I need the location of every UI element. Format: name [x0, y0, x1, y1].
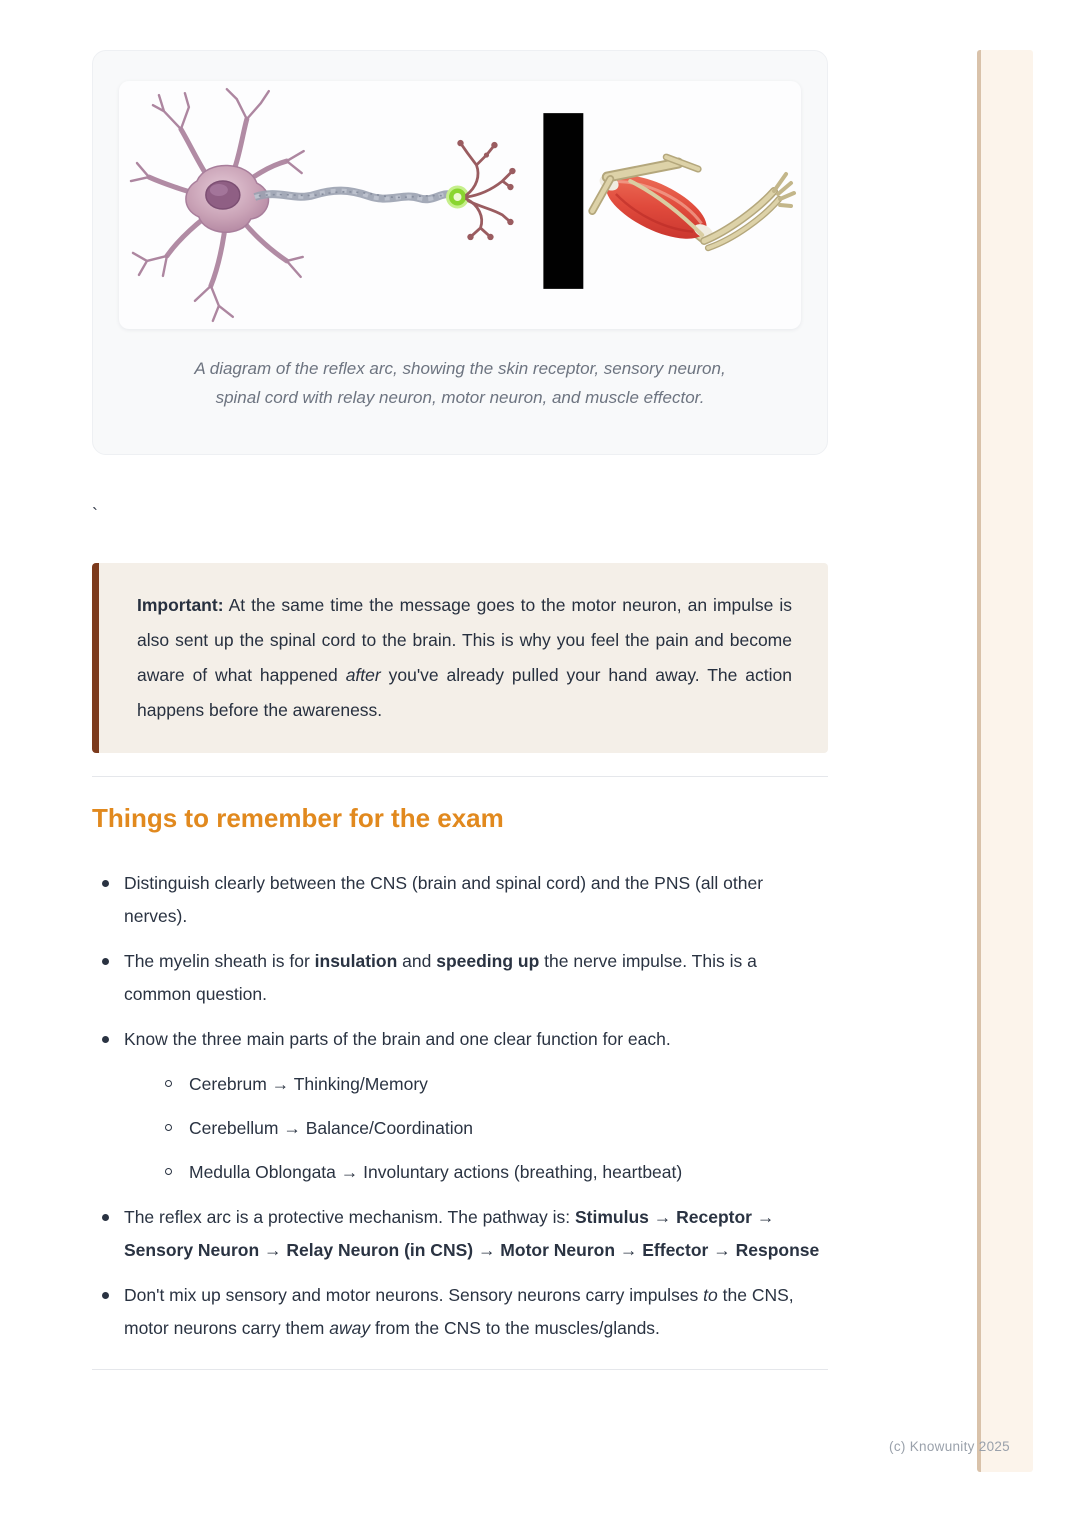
sub-list-item [157, 1068, 828, 1101]
figure-card [92, 50, 828, 455]
sub-list-item [157, 1156, 828, 1189]
divider-bottom [92, 1369, 828, 1370]
list-item [92, 945, 828, 1011]
sub-bullet-marker-icon [165, 1124, 172, 1131]
sub-bullet-marker-icon [165, 1168, 172, 1175]
copyright-text: (c) Knowunity 2025 [889, 1439, 1010, 1454]
list-item [92, 1279, 828, 1345]
figure-caption-line: spinal cord with relay neuron, motor neuron, and muscle effector. [215, 388, 705, 407]
list-item-text: Know the three main parts of the brain and one clear function for each. [124, 1029, 671, 1049]
important-callout [92, 563, 828, 753]
bullet-marker-icon [102, 880, 109, 887]
exam-tips-list [92, 867, 828, 1345]
list-item [92, 1023, 828, 1189]
list-item-text: Don't mix up sensory and motor neurons. Sensory neurons carry impulses to the CNS, motor neurons carry them away from the CNS to the muscles/glands. [124, 1285, 794, 1338]
list-item [92, 1201, 828, 1267]
bullet-marker-icon [102, 1214, 109, 1221]
content-column [92, 0, 828, 1370]
myelin-sheath [255, 191, 453, 200]
divider-top [92, 776, 828, 777]
figure-caption [119, 354, 801, 412]
bullet-marker-icon [102, 1036, 109, 1043]
reflex-arc-illustration [119, 81, 801, 329]
callout-text: Important: At the same time the message goes to the motor neuron, an impulse is also sent up the spinal cord to the brain. This is why you feel the pain and become aware of what happened after you've already pulled your hand away. The action happens before the awareness. [137, 595, 792, 720]
sub-list-item-text: Medulla Oblongata → Involuntary actions (breathing, heartbeat) [189, 1162, 683, 1182]
brain-parts-sublist [157, 1068, 828, 1189]
list-item-text: The myelin sheath is for insulation and speeding up the nerve impulse. This is a common question. [124, 951, 757, 1004]
sub-list-item [157, 1112, 828, 1145]
list-item-text: Distinguish clearly between the CNS (brain and spinal cord) and the PNS (all other nerves). [124, 873, 764, 926]
sensory-neuron [131, 89, 304, 321]
section-heading: Things to remember for the exam [92, 803, 504, 833]
bullet-marker-icon [102, 1292, 109, 1299]
sub-bullet-marker-icon [165, 1080, 172, 1087]
list-item-text: The reflex arc is a protective mechanism. The pathway is: Stimulus → Receptor → Sensory Neuron → Relay Neuron (in CNS) → Motor Neuron → Effector → Response [124, 1207, 820, 1260]
arm-muscle-effector [590, 157, 794, 255]
sub-list-item-text: Cerebrum → Thinking/Memory [189, 1074, 428, 1094]
stray-backtick-text: ` [92, 505, 98, 525]
list-item [92, 867, 828, 933]
page-edge-strip [977, 50, 1033, 1472]
figure-caption-line: A diagram of the reflex arc, showing the skin receptor, sensory neuron, [194, 359, 726, 378]
spinal-cord-bar [543, 113, 583, 289]
bullet-marker-icon [102, 958, 109, 965]
sub-list-item-text: Cerebellum → Balance/Coordination [189, 1118, 474, 1138]
reflex-arc-image [119, 81, 801, 329]
synapse-highlight [448, 187, 468, 207]
